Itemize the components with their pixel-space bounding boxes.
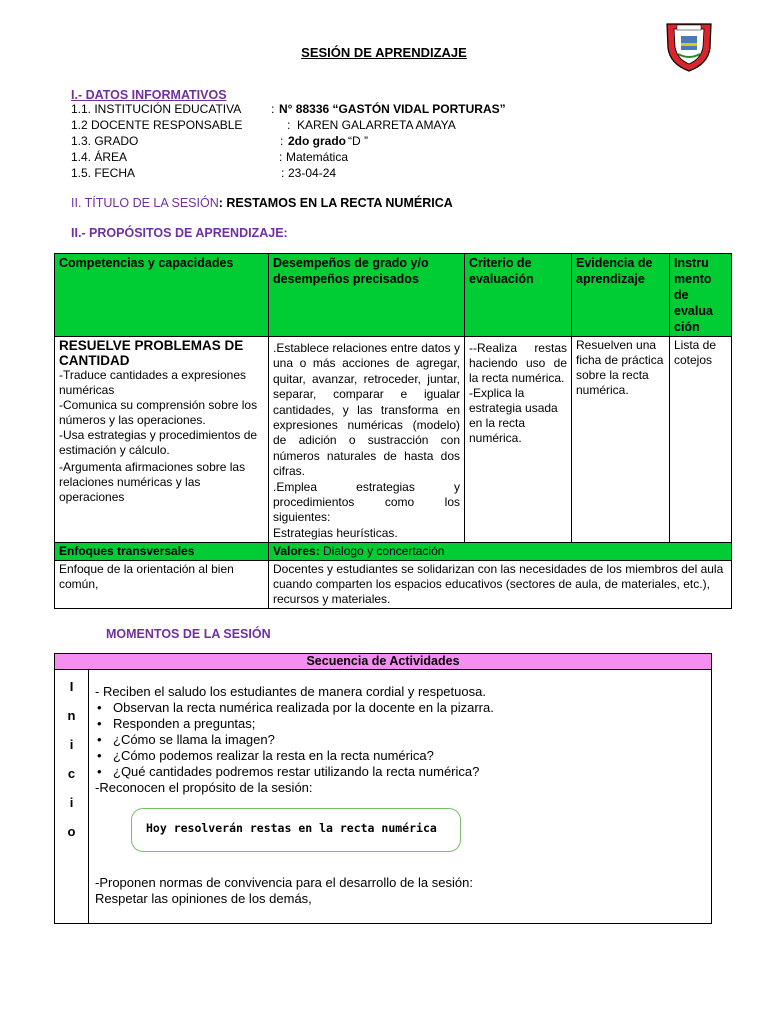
phase-letter: o xyxy=(67,824,76,839)
evidencia-cell: Resuelven una ficha de práctica sobre la recta numérica. xyxy=(572,337,670,543)
enfoque-cell: Enfoque de la orientación al bien común, xyxy=(55,561,269,609)
purpose-header-row xyxy=(55,254,732,337)
activity-intro: - Reciben el saludo los estudiantes de manera cordial y respetuosa. xyxy=(95,684,486,699)
criterio-item: -Explica la estrategia usada en la recta numérica. xyxy=(469,386,558,445)
phase-letter: n xyxy=(67,708,76,723)
datos-informativos xyxy=(71,102,571,182)
desempeno-item: Estrategias heurísticas. xyxy=(273,525,398,540)
inicio-row xyxy=(55,670,712,924)
proposito-line: -Reconocen el propósito de la sesión: xyxy=(95,780,313,795)
session-title-text: : RESTAMOS EN LA RECTA NUMÉRICA xyxy=(218,196,453,210)
info-value: KAREN GALARRETA AMAYA xyxy=(297,118,456,132)
info-label: 1.5. FECHA xyxy=(71,166,136,180)
phase-letter: c xyxy=(67,766,76,781)
instrumento-cell: Lista de cotejos xyxy=(670,337,732,543)
info-row-grado xyxy=(71,134,571,150)
desempenos-cell xyxy=(269,337,465,543)
capacidad-item: -Argumenta afirmaciones sobre las relaciones numéricas y las operaciones xyxy=(59,460,246,504)
header-instrumento: Instru mento de evalua ción xyxy=(670,254,732,337)
desempeno-item: .Emplea estrategias y procedimientos como los siguientes: xyxy=(273,479,460,525)
document-title: SESIÓN DE APRENDIZAJE xyxy=(301,45,467,60)
enfoques-content-row xyxy=(55,561,732,609)
phase-letter: i xyxy=(69,795,74,810)
valores-cell xyxy=(269,543,732,561)
info-row-docente xyxy=(71,118,571,134)
info-label: 1.3. GRADO xyxy=(71,134,139,148)
propositos-heading: II.- PROPÓSITOS DE APRENDIZAJE: xyxy=(71,226,288,240)
info-label: 1.1. INSTITUCIÓN EDUCATIVA xyxy=(71,102,242,116)
info-sep: : xyxy=(279,150,283,164)
capacidad-item: -Traduce cantidades a expresiones numéricas xyxy=(59,368,246,397)
momentos-table xyxy=(54,653,712,924)
activity-bullet: • ¿Qué cantidades podremos restar utilizando la recta numérica? xyxy=(113,764,705,780)
inicio-phase-label xyxy=(55,670,89,924)
inicio-activities xyxy=(89,670,712,924)
desempeno-item: .Establece relaciones entre datos y una o más acciones de agregar, quitar, avanzar, retroceder, juntar, separar, comparar e igualar cantidades, y las transforma en expresiones numéricas (modelo) de adición o sustracción con números naturales de hasta dos cifras. xyxy=(273,341,460,479)
capacidad-item: -Comunica su comprensión sobre los números y las operaciones. xyxy=(59,398,258,427)
info-label: 1.4. ÁREA xyxy=(71,150,128,164)
info-value: 23-04-24 xyxy=(288,166,337,180)
purpose-content-row xyxy=(55,337,732,543)
activity-bullet: • ¿Cómo podemos realizar la resta en la recta numérica? xyxy=(113,748,705,764)
momentos-heading: MOMENTOS DE LA SESIÓN xyxy=(106,627,271,641)
enfoques-header-row xyxy=(55,543,732,561)
header-criterio: Criterio de evaluación xyxy=(465,254,572,337)
enfoque-desc-cell: Docentes y estudiantes se solidarizan con las necesidades de los miembros del aula cuando comparten los espacios educativos (sectores de aula, de materiales, etc.), recursos y materiales. xyxy=(269,561,732,609)
session-title xyxy=(71,196,453,210)
info-value: N° 88336 “GASTÓN VIDAL PORTURAS” xyxy=(279,102,506,116)
valores-value: Dialogo y concertación xyxy=(319,544,445,559)
activity-bullet: • Responden a preguntas; xyxy=(113,716,705,732)
phase-letter: I xyxy=(69,679,74,694)
info-value-bold: 2do grado xyxy=(288,134,347,148)
competencia-title: RESUELVE PROBLEMAS DE CANTIDAD xyxy=(59,338,244,368)
norma-item: Respetar las opiniones de los demás, xyxy=(95,891,312,906)
session-purpose-callout: Hoy resolverán restas en la recta numérica xyxy=(131,808,461,852)
phase-letter: i xyxy=(69,737,74,752)
normas-line: -Proponen normas de convivencia para el desarrollo de la sesión: xyxy=(95,875,473,890)
header-evidencia: Evidencia de aprendizaje xyxy=(572,254,670,337)
activity-bullet: • Observan la recta numérica realizada por la docente en la pizarra. xyxy=(113,700,705,716)
info-sep: : xyxy=(287,118,291,132)
criterio-item: --Realiza restas haciendo uso de la recta numérica. xyxy=(469,341,567,385)
header-desempenos: Desempeños de grado y/o desempeños precisados xyxy=(269,254,465,337)
info-row-institucion xyxy=(71,102,571,118)
info-sep: : xyxy=(281,166,285,180)
activity-bullets xyxy=(95,700,705,780)
session-title-prefix: II. TÍTULO DE LA SESIÓN xyxy=(71,196,219,210)
header-competencias: Competencias y capacidades xyxy=(55,254,269,337)
info-label: 1.2 DOCENTE RESPONSABLE xyxy=(71,118,243,132)
school-crest-icon xyxy=(664,20,714,72)
capacidad-item: -Usa estrategias y procedimientos de estimación y cálculo. xyxy=(59,428,258,457)
secuencia-header: Secuencia de Actividades xyxy=(55,654,712,670)
enfoques-label: Enfoques transversales xyxy=(55,543,269,561)
info-row-area xyxy=(71,150,571,166)
criterio-cell xyxy=(465,337,572,543)
info-value: Matemática xyxy=(286,150,349,164)
valores-label: Valores: xyxy=(273,544,320,559)
info-row-fecha xyxy=(71,166,571,182)
purpose-table xyxy=(54,253,732,609)
activity-bullet: • ¿Cómo se llama la imagen? xyxy=(113,732,705,748)
momentos-header-row xyxy=(55,654,712,670)
info-value: “D ” xyxy=(348,134,368,148)
section-datos-heading: I.- DATOS INFORMATIVOS xyxy=(71,88,227,102)
info-sep: : xyxy=(271,102,275,116)
competencias-cell xyxy=(55,337,269,543)
info-sep: : xyxy=(280,134,284,148)
